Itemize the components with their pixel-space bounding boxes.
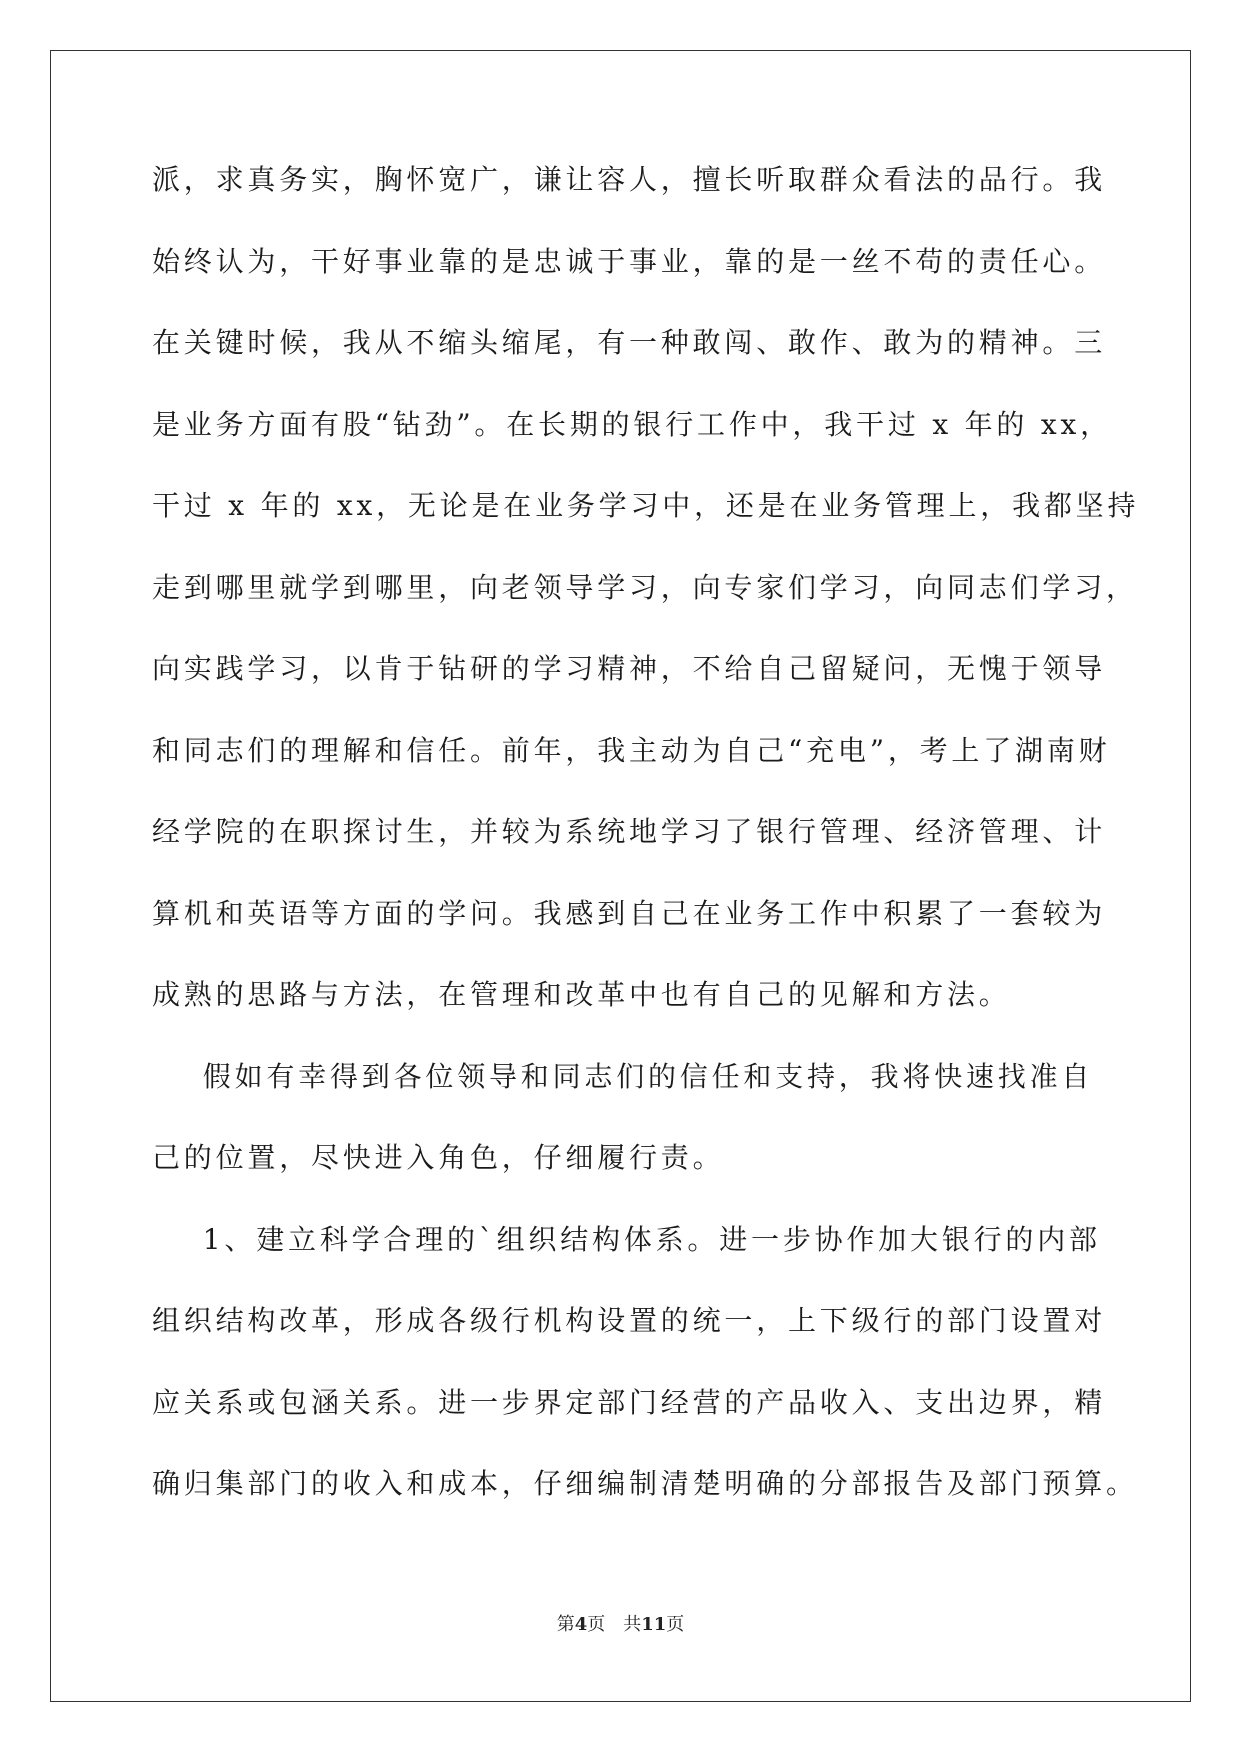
text-line: 始终认为，干好事业靠的是忠诚于事业，靠的是一丝不苟的责任心。 <box>152 244 1107 278</box>
text-line: 组织结构改革，形成各级行机构设置的统一，上下级行的部门设置对 <box>152 1304 1107 1337</box>
text-line: 是业务方面有股“钻劲”。在长期的银行工作中，我干过 x 年的 xx， <box>152 407 1112 441</box>
document-body <box>152 160 1140 1546</box>
text-line: 和同志们的理解和信任。前年，我主动为自己“充电”，考上了湖南财 <box>152 733 1111 767</box>
page-footer <box>0 1610 1241 1636</box>
total-suffix: 页 <box>666 1614 685 1635</box>
text-line: 派，求真务实，胸怀宽广，谦让容人，擅长听取群众看法的品行。我 <box>152 163 1107 196</box>
text-line: 在关键时候，我从不缩头缩尾，有一种敢闯、敢作、敢为的精神。三 <box>152 326 1107 359</box>
text-line: 1、建立科学合理的`组织结构体系。进一步协作加大银行的内部 <box>152 1222 1101 1256</box>
text-line: 干过 x 年的 xx，无论是在业务学习中，还是在业务管理上，我都坚持 <box>152 489 1140 522</box>
text-line: 向实践学习，以肯于钻研的学习精神，不给自己留疑问，无愧于领导 <box>152 652 1107 685</box>
text-line: 假如有幸得到各位领导和同志们的信任和支持，我将快速找准自 <box>152 1059 1094 1093</box>
current-page-number: 4 <box>574 1614 588 1635</box>
text-line: 走到哪里就学到哪里，向老领导学习，向专家们学习，向同志们学习， <box>152 570 1138 604</box>
total-prefix: 共 <box>623 1614 642 1635</box>
page-prefix: 第 <box>556 1614 575 1635</box>
page-suffix: 页 <box>587 1614 606 1635</box>
text-line: 确归集部门的收入和成本，仔细编制清楚明确的分部报告及部门预算。 <box>152 1467 1138 1500</box>
text-line: 算机和英语等方面的学问。我感到自己在业务工作中积累了一套较为 <box>152 896 1107 930</box>
text-line: 己的位置，尽快进入角色，仔细履行责。 <box>152 1141 725 1174</box>
text-line: 应关系或包涵关系。进一步界定部门经营的产品收入、支出边界，精 <box>152 1385 1107 1419</box>
total-page-number: 11 <box>641 1614 667 1635</box>
text-line: 经学院的在职探讨生，并较为系统地学习了银行管理、经济管理、计 <box>152 815 1107 848</box>
text-line: 成熟的思路与方法，在管理和改革中也有自己的见解和方法。 <box>152 978 1011 1011</box>
